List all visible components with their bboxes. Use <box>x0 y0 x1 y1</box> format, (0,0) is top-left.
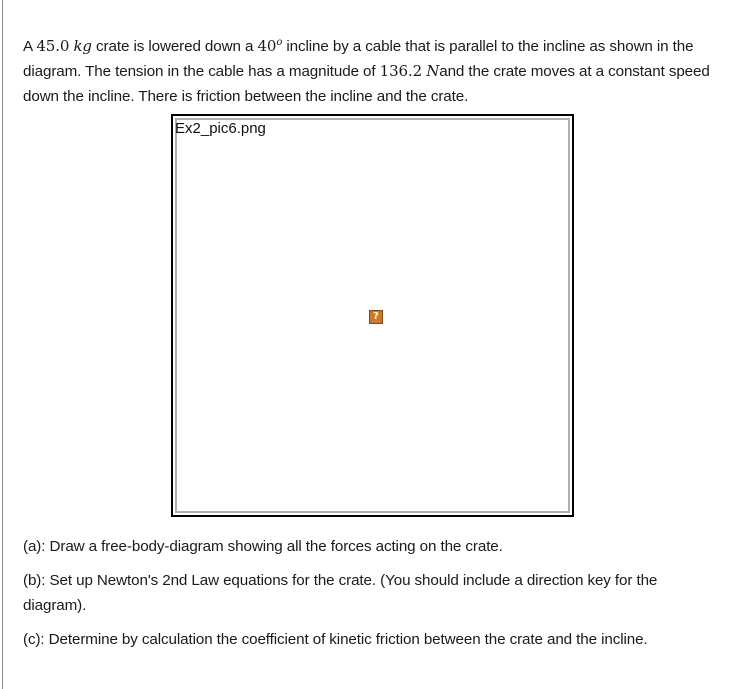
question-b: (b): Set up Newton's 2nd Law equations for the crate. (You should include a direction key for the diagram). <box>23 572 658 614</box>
intro-text-3: incline by a cable that is parallel to the incline as shown in the diagram. The tension in the cable has a magnitude of <box>23 38 694 81</box>
angle-value: 40 <box>257 37 277 56</box>
problem-intro <box>23 30 723 109</box>
diagram-image-frame <box>171 114 574 517</box>
angle-degree: o <box>276 37 283 48</box>
question-c: (c): Determine by calculation the coefficient of kinetic friction between the crate and the incline. <box>23 631 648 648</box>
mass-value: 45.0 <box>36 37 70 56</box>
intro-text-1: A <box>23 38 37 56</box>
problem-statement <box>23 30 723 109</box>
tension-value: 136.2 <box>379 62 423 81</box>
intro-text-4: and the crate moves at a constant speed down the incline. There is friction between the incline and the crate. <box>23 63 710 106</box>
mass-unit: kg <box>73 37 92 56</box>
broken-image-icon: ? <box>369 310 383 324</box>
diagram-image-alt-text: Ex2_pic6.png <box>175 120 266 137</box>
left-border-rule <box>2 0 3 689</box>
question-a: (a): Draw a free-body-diagram showing all the forces acting on the crate. <box>23 538 503 555</box>
intro-text-2: crate is lowered down a <box>91 38 258 56</box>
tension-unit: N <box>426 62 440 81</box>
